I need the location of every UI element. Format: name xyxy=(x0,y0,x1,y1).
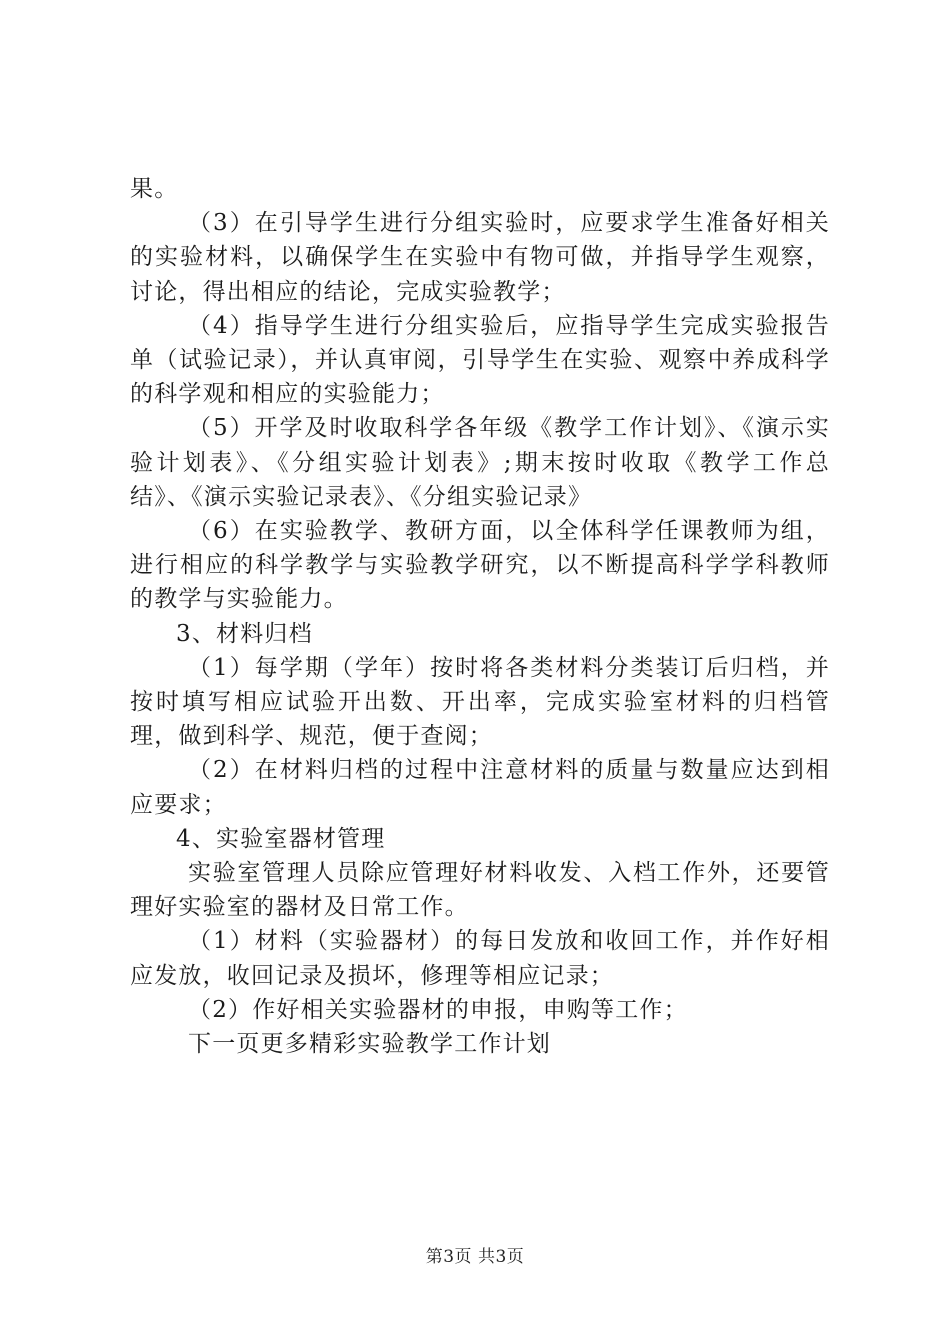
paragraph-item-6: （6）在实验教学、教研方面，以全体科学任课教师为组，进行相应的科学教学与实验教学研究，以不断提高科学学科教师的教学与实验能力。 xyxy=(130,518,830,613)
paragraph-continuation: 果。 xyxy=(130,176,179,202)
paragraph-archive-item-2: （2）在材料归档的过程中注意材料的质量与数量应达到相应要求； xyxy=(130,757,830,818)
next-page-link-text: 下一页更多精彩实验教学工作计划 xyxy=(188,1031,551,1058)
page-footer: 第3页 共3页 xyxy=(425,1247,525,1267)
paragraph-equipment-item-2: （2）作好相关实验器材的申报，申购等工作； xyxy=(188,996,688,1023)
section-heading-material-archive: 3、材料归档 xyxy=(176,620,313,647)
paragraph-equipment-item-1: （1）材料（实验器材）的每日发放和收回工作，并作好相应发放，收回记录及损坏，修理等相应记录； xyxy=(130,928,830,989)
section-heading-lab-equipment: 4、实验室器材管理 xyxy=(176,825,386,852)
paragraph-equipment-intro: 实验室管理人员除应管理好材料收发、入档工作外，还要管理好实验室的器材及日常工作。 xyxy=(130,860,830,921)
document-body xyxy=(130,172,830,1061)
paragraph-archive-item-1: （1）每学期（学年）按时将各类材料分类装订后归档，并按时填写相应试验开出数、开出率，完成实验室材料的归档管理，做到科学、规范，便于查阅； xyxy=(130,654,830,750)
paragraph-item-4: （4）指导学生进行分组实验后，应指导学生完成实验报告单（试验记录），并认真审阅，引导学生在实验、观察中养成科学的科学观和相应的实验能力； xyxy=(130,312,830,408)
paragraph-item-3: （3）在引导学生进行分组实验时，应要求学生准备好相关的实验材料，以确保学生在实验中有物可做，并指导学生观察，讨论，得出相应的结论，完成实验教学； xyxy=(130,210,830,305)
paragraph-item-5: （5）开学及时收取科学各年级《教学工作计划》、《演示实验计划表》、《分组实验计划表》;期末按时收取《教学工作总结》、《演示实验记录表》、《分组实验记录》 xyxy=(130,415,830,510)
